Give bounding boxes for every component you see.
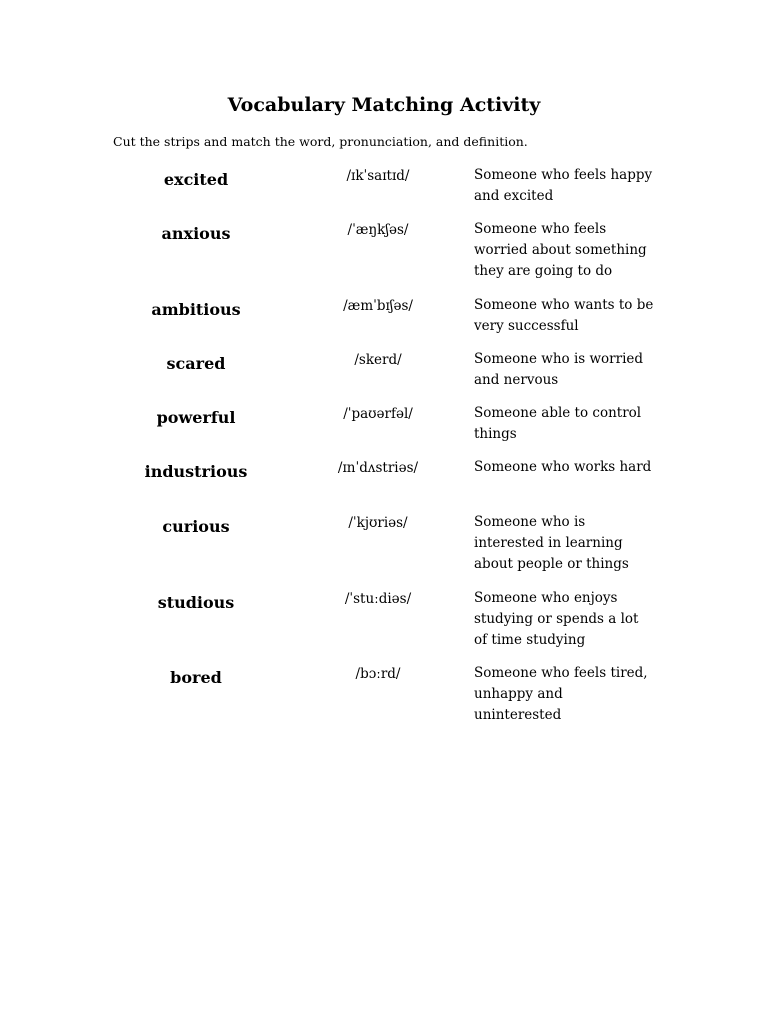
vocab-definition: Someone who works hard <box>474 459 652 475</box>
vocab-word: ambitious <box>151 300 241 319</box>
vocab-pronunciation: /æmˈbɪʃəs/ <box>343 298 413 314</box>
vocab-word: industrious <box>144 462 248 481</box>
instructions: Cut the strips and match the word, pronunciation, and definition. <box>113 134 528 149</box>
page-title: Vocabulary Matching Activity <box>227 94 541 116</box>
vocab-word: bored <box>170 668 222 687</box>
vocab-definition: Someone who enjoys studying or spends a lot of time studying <box>474 590 639 648</box>
vocab-definition: Someone able to control things <box>474 405 642 442</box>
vocab-definition: Someone who wants to be very successful <box>474 297 654 334</box>
vocab-pronunciation: /ˈstuːdiəs/ <box>344 591 412 607</box>
vocab-pronunciation: /ˈkjʊriəs/ <box>348 515 408 531</box>
vocab-pronunciation: /ɪnˈdʌstriəs/ <box>337 460 419 476</box>
vocab-definition: Someone who feels happy and excited <box>474 167 653 204</box>
vocab-pronunciation: /ɪkˈsaɪtɪd/ <box>346 168 410 184</box>
vocab-definition: Someone who is interested in learning about people or things <box>474 514 629 572</box>
vocab-definition: Someone who feels tired, unhappy and uninterested <box>474 665 648 723</box>
vocab-pronunciation: /skerd/ <box>354 352 402 368</box>
vocab-pronunciation: /bɔːrd/ <box>355 666 401 682</box>
vocab-word: anxious <box>161 224 231 243</box>
vocab-word: studious <box>157 593 235 612</box>
vocab-word: curious <box>162 517 230 536</box>
vocab-word: powerful <box>156 408 236 427</box>
vocab-definition: Someone who is worried and nervous <box>474 351 644 388</box>
vocab-definition: Someone who feels worried about something they are going to do <box>474 221 647 279</box>
vocab-word: excited <box>163 170 229 189</box>
vocab-pronunciation: /ˈpaʊərfəl/ <box>343 406 413 422</box>
vocab-word: scared <box>166 354 226 373</box>
vocab-pronunciation: /ˈæŋkʃəs/ <box>347 222 409 238</box>
